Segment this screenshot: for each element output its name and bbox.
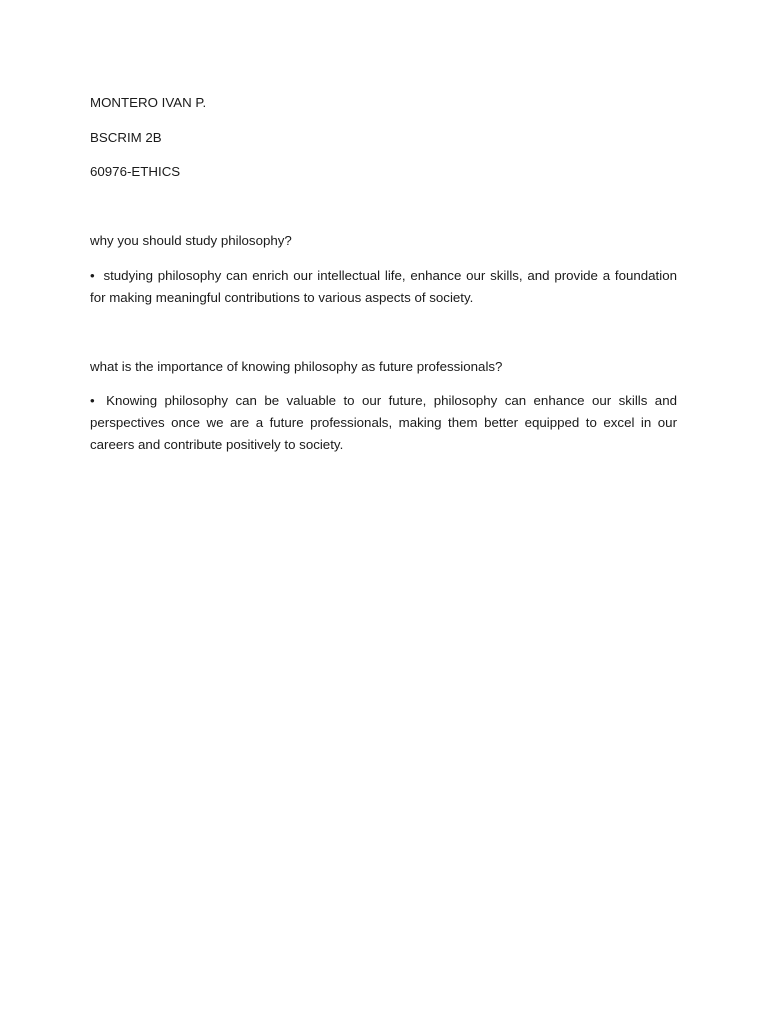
student-name: MONTERO IVAN P. xyxy=(90,95,207,110)
question-1: why you should study philosophy? xyxy=(90,233,292,248)
question-2: what is the importance of knowing philosophy as future professionals? xyxy=(90,359,503,374)
answer-1 xyxy=(90,265,677,309)
bullet-icon: • xyxy=(90,393,95,408)
answer-2 xyxy=(90,390,677,456)
answer-1-text: studying philosophy can enrich our intellectual life, enhance our skills, and provide a foundation for making meaningful contributions to various aspects of society. xyxy=(90,268,677,305)
bullet-icon: • xyxy=(90,268,95,283)
subject-code: 60976-ETHICS xyxy=(90,164,181,179)
course-section: BSCRIM 2B xyxy=(90,130,162,145)
answer-2-text: Knowing philosophy can be valuable to our future, philosophy can enhance our skills and perspectives once we are a future professionals, making them better equipped to excel in our careers and contribute positively to society. xyxy=(90,393,677,452)
